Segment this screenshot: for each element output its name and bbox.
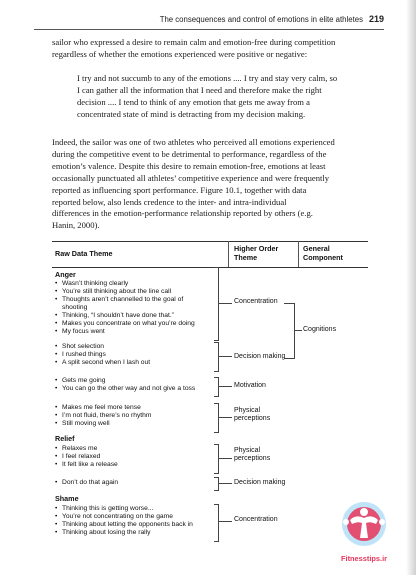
theme-label: Motivation <box>234 382 266 389</box>
connector-line <box>294 330 302 331</box>
text-line: Hanin, 2000). <box>52 220 100 231</box>
list-item: shooting <box>62 304 88 311</box>
group-title-relief: Relief <box>55 434 75 443</box>
group-bracket <box>214 477 219 491</box>
list-item: • Gets me going <box>55 377 106 384</box>
table-column-divider <box>228 241 229 267</box>
list-item: • Makes you concentrate on what you’re doing <box>55 320 195 327</box>
list-item: • You’re still thinking about the line call <box>55 288 172 295</box>
connector-line <box>218 417 232 418</box>
page-edge-shadow <box>406 0 416 575</box>
theme-label: Physical perceptions <box>234 447 271 463</box>
list-item: • A split second when I lash out <box>55 359 151 366</box>
page-number: 219 <box>368 14 384 24</box>
text-line: regardless of whether the emotions experienced were positive or negative: <box>52 48 308 59</box>
theme-label: Physical perceptions <box>234 407 271 423</box>
list-item: • You’re not concentrating on the game <box>55 513 173 520</box>
list-item: • Shot selection <box>55 343 105 350</box>
list-item: • You can go the other way and not give a toss <box>55 385 196 392</box>
list-item: • Relaxes me <box>55 445 98 452</box>
list-item: • Wasn’t thinking clearly <box>55 280 129 287</box>
group-title-shame: Shame <box>55 494 79 503</box>
paragraph-discussion <box>52 137 368 232</box>
table-header-rule <box>52 267 368 268</box>
list-item: • I feel relaxed <box>55 453 101 460</box>
text-line: during the competitive event to be detrimental to performance, regardless of the <box>52 148 327 159</box>
running-header <box>34 14 384 28</box>
quote-line: concentrated state of mind is detracting from my decision making. <box>77 108 306 119</box>
group-title-anger: Anger <box>55 270 76 279</box>
connector-line <box>218 483 232 484</box>
col-header-raw: Raw Data Theme <box>55 249 113 258</box>
list-item: • It felt like a release <box>55 461 118 468</box>
block-quote <box>77 73 368 121</box>
theme-label: Decision making <box>234 353 286 360</box>
component-bracket <box>284 303 295 359</box>
running-title: The consequences and control of emotions in elite athletes <box>159 15 363 24</box>
connector-line <box>218 303 232 304</box>
connector-line <box>218 521 232 522</box>
text-line: occasionally punctuated all athletes’ competitive experience and were frequently <box>52 172 330 183</box>
theme-label: Concentration <box>234 298 278 305</box>
list-item: • Thinking about letting the opponents back in <box>55 521 193 528</box>
text-line: Indeed, the sailor was one of two athletes who perceived all emotions experienced <box>52 137 335 147</box>
col-header-higher: Higher Order Theme <box>234 244 279 262</box>
group-bracket <box>214 377 219 397</box>
group-bracket <box>214 267 219 341</box>
list-item: • Thinking about losing the rally <box>55 529 151 536</box>
watermark-text: Fitnesstips.ir <box>341 554 387 563</box>
quote-line: decision .... I tend to think of any emotion that gets me away from a <box>77 96 310 107</box>
list-item: • I’m not fluid, there’s no rhythm <box>55 412 152 419</box>
text-line: emotion’s valence. Despite this desire to remain emotion-free, emotions at least <box>52 160 326 171</box>
text-line: reported below, also lends credence to the inter- and intra-individual <box>52 196 287 207</box>
quote-line: I try and not succumb to any of the emotions .... I try and stay very calm, so <box>77 73 338 83</box>
group-bracket <box>214 504 219 542</box>
connector-line <box>218 458 232 459</box>
header-rule <box>34 29 384 30</box>
quote-line: I can gather all the information that I need and therefore make the right <box>77 84 322 95</box>
list-item: • Still moving well <box>55 420 110 427</box>
list-item: • I rushed things <box>55 351 106 358</box>
bodybuilder-icon <box>332 494 396 554</box>
text-line: sailor who expressed a desire to remain calm and emotion-free during competition <box>52 37 336 47</box>
table-column-divider <box>298 241 299 267</box>
list-item: • Thoughts aren’t channelled to the goal of <box>55 296 184 303</box>
connector-line <box>218 386 232 387</box>
text-line: differences in the emotion-performance relationship reported by others (e.g. <box>52 208 313 219</box>
list-item: • Makes me feel more tense <box>55 404 141 411</box>
paragraph-intro <box>52 37 368 61</box>
component-label: Cognitions <box>303 326 337 333</box>
table-top-rule <box>52 241 368 242</box>
list-item: • My focus went <box>55 328 105 335</box>
emotion-themes-table <box>52 241 368 545</box>
theme-label: Concentration <box>234 516 278 523</box>
list-item: • Thinking this is getting worse... <box>55 505 154 512</box>
watermark-logo <box>332 494 396 572</box>
list-item: • Don’t do that again <box>55 479 119 486</box>
list-item: • Thinking, “I shouldn’t have done that.” <box>55 312 174 319</box>
col-header-general: General Component <box>303 244 343 262</box>
theme-label: Decision making <box>234 479 286 486</box>
group-bracket <box>214 403 219 433</box>
group-bracket <box>214 444 219 474</box>
group-bracket <box>214 342 219 372</box>
text-line: reported as influencing sport performance. Figure 10.1, together with data <box>52 184 307 195</box>
connector-line <box>218 356 232 357</box>
